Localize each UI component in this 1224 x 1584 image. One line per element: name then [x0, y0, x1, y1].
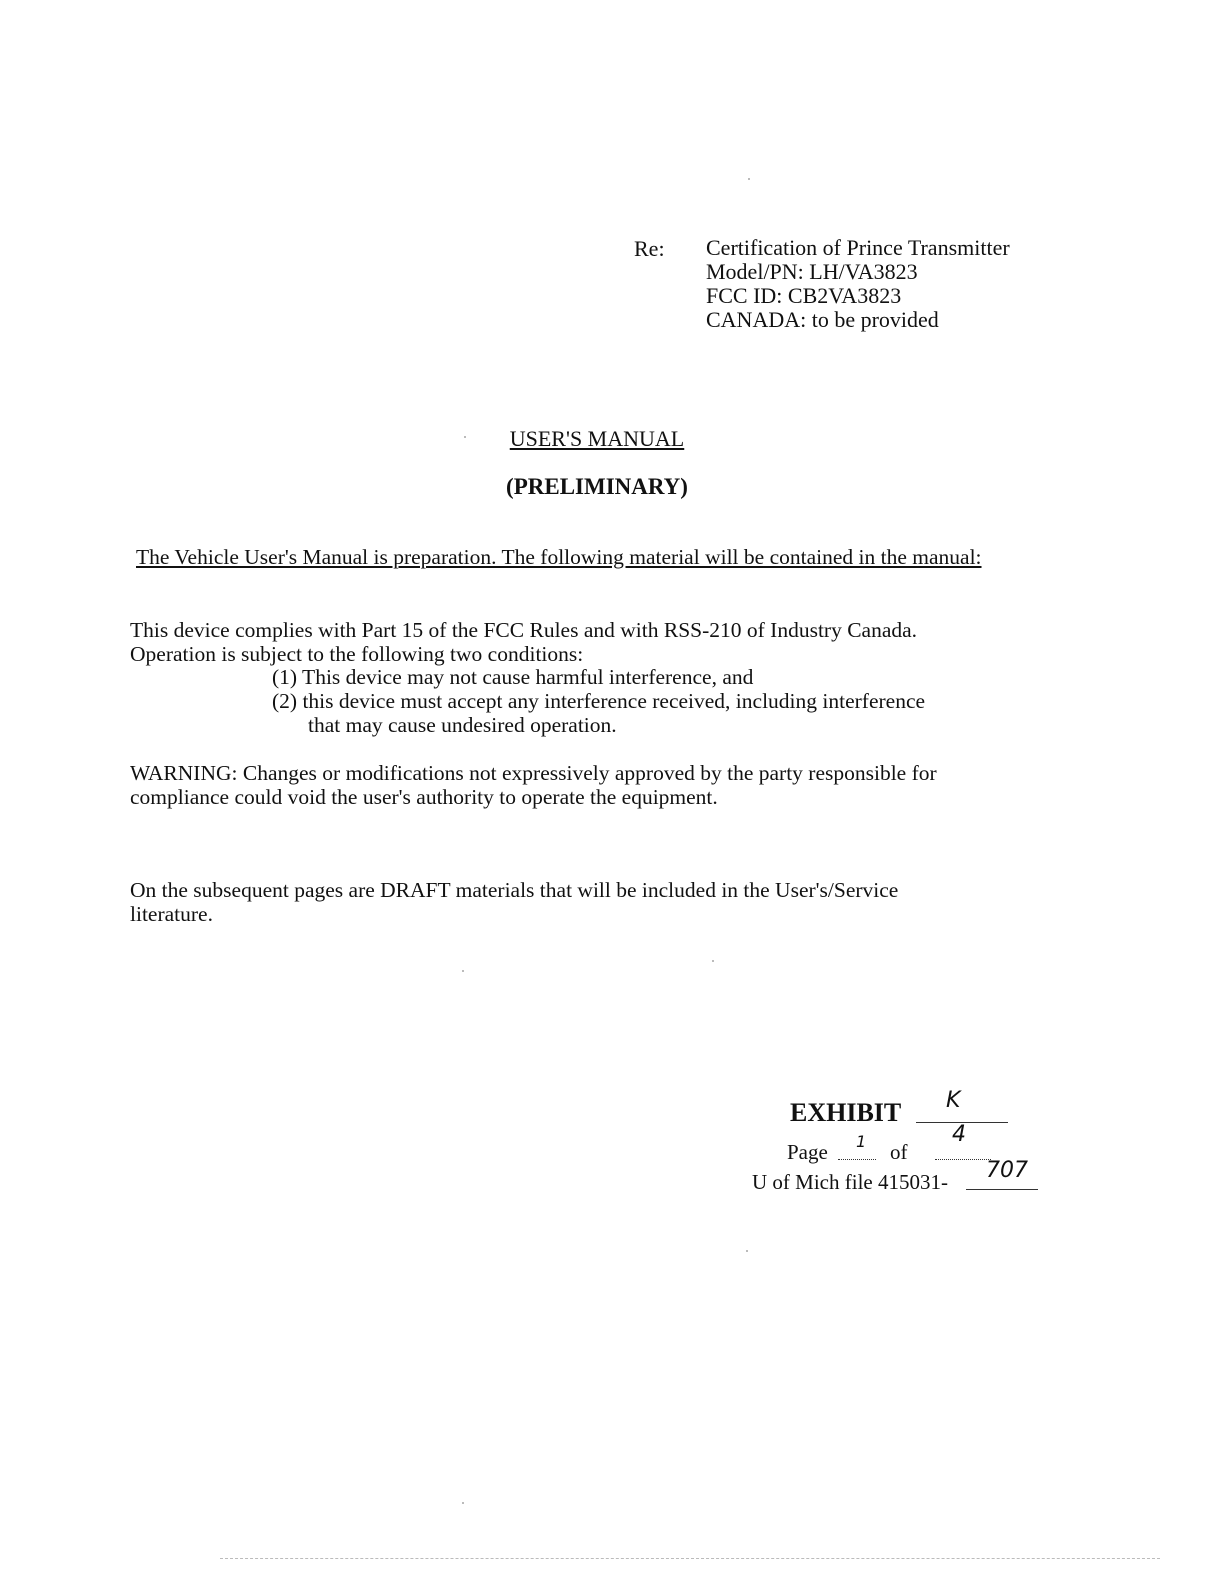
compliance-paragraph [130, 618, 917, 666]
condition-2-continued: that may cause undesired operation. [308, 713, 617, 737]
scan-speck [748, 178, 750, 180]
scan-artifact-line [220, 1558, 1160, 1559]
page-number-handwritten: 1 [856, 1132, 867, 1151]
scan-speck [464, 436, 466, 438]
warning-paragraph [130, 761, 937, 809]
condition-1: (1) This device may not cause harmful interference, and [272, 665, 754, 689]
page-number-blank-line [838, 1159, 876, 1160]
condition-2: (2) this device must accept any interference received, including interference [272, 689, 926, 713]
file-reference-label: U of Mich file 415031- [752, 1170, 948, 1194]
re-line-model: Model/PN: LH/VA3823 [706, 259, 918, 284]
re-line-canada: CANADA: to be provided [706, 307, 939, 332]
exhibit-label: EXHIBIT [790, 1098, 902, 1127]
scan-speck [462, 970, 464, 972]
re-block [706, 236, 1010, 332]
subsequent-line-2: literature. [130, 902, 213, 926]
exhibit-letter-handwritten: K [946, 1088, 961, 1113]
document-title: USER'S MANUAL [509, 426, 685, 451]
re-label: Re: [634, 236, 665, 261]
of-label: of [890, 1140, 908, 1164]
total-pages-handwritten: 4 [952, 1122, 966, 1147]
subsequent-line-1: On the subsequent pages are DRAFT materials that will be included in the User's/Service [130, 878, 899, 902]
re-line-fcc-id: FCC ID: CB2VA3823 [706, 283, 902, 308]
warning-line-2: compliance could void the user's authority to operate the equipment. [130, 785, 718, 809]
intro-statement: The Vehicle User's Manual is preparation. The following material will be contained in the manual: [136, 545, 982, 569]
compliance-line-2: Operation is subject to the following two conditions: [130, 642, 584, 666]
file-reference-blank-line [966, 1189, 1038, 1190]
re-line-certification: Certification of Prince Transmitter [706, 235, 1010, 260]
warning-line-1: WARNING: Changes or modifications not expressively approved by the party responsible for [130, 761, 937, 785]
document-subtitle: (PRELIMINARY) [506, 474, 688, 499]
compliance-line-1: This device complies with Part 15 of the FCC Rules and with RSS-210 of Industry Canada. [130, 618, 918, 642]
scan-speck [462, 1502, 464, 1504]
file-suffix-handwritten: 707 [986, 1158, 1028, 1183]
page-label: Page [787, 1140, 828, 1164]
subsequent-pages-paragraph [130, 878, 898, 926]
scan-speck [712, 960, 714, 962]
total-pages-blank-line [935, 1159, 991, 1160]
scan-speck [746, 1250, 748, 1252]
